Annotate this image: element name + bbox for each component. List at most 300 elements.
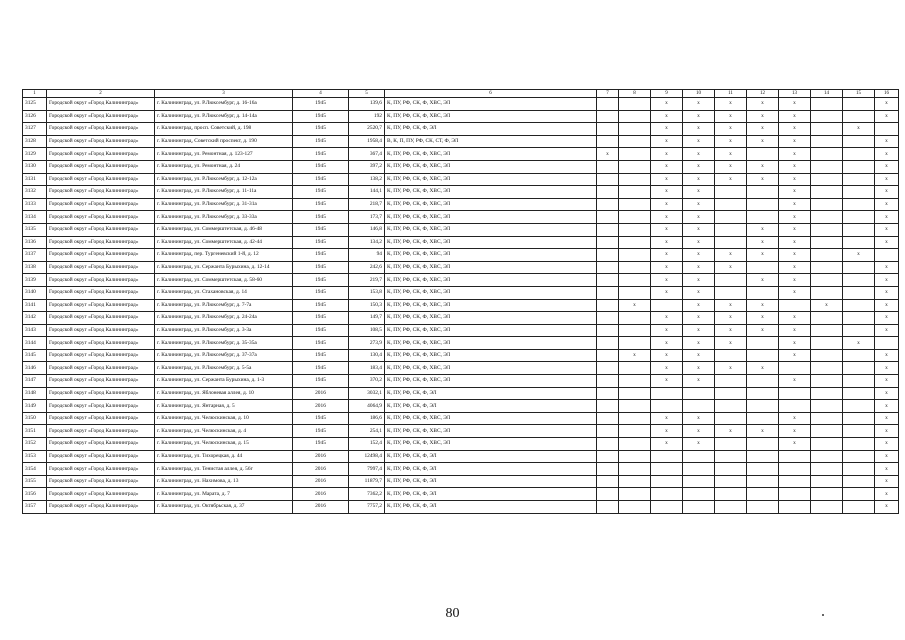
mark-cell-col-7 [597,236,619,249]
area-cell: 130,4 [349,349,385,362]
district-cell: Городской округ «Город Калининград» [47,110,155,123]
mark-cell-col-9: х [651,198,683,211]
district-cell: Городской округ «Город Калининград» [47,362,155,375]
address-cell: г. Калининград, ул. Соммерштетская, д. 42-44 [155,236,293,249]
elements-cell: К, ПУ, РФ, СК, Ф, ЭЛ [385,123,597,136]
mark-cell-col-16: х [875,160,899,173]
mark-cell-col-11 [715,274,747,287]
mark-cell-col-14: х [811,299,843,312]
mark-cell-col-14 [811,412,843,425]
mark-cell-col-15 [843,198,875,211]
district-cell: Городской округ «Город Калининград» [47,173,155,186]
mark-cell-col-12: х [747,249,779,262]
address-cell: г. Калининград, ул. Соммерштетская, д. 46-48 [155,223,293,236]
area-cell: 108,5 [349,324,385,337]
mark-cell-col-7 [597,450,619,463]
mark-cell-col-11: х [715,123,747,136]
mark-cell-col-12: х [747,173,779,186]
mark-cell-col-10: х [683,324,715,337]
mark-cell-col-12 [747,438,779,451]
address-cell: г. Калининград, ул. Яблоневая аллея, д. 10 [155,387,293,400]
mark-cell-col-8 [619,211,651,224]
row-number: 3129 [23,148,47,161]
table-row [23,236,899,249]
mark-cell-col-16: х [875,387,899,400]
district-cell: Городской округ «Город Калининград» [47,98,155,111]
elements-cell: К, ПУ, РФ, СК, Ф, ХВС, ЭЛ [385,425,597,438]
mark-cell-col-13: х [779,438,811,451]
mark-cell-col-11: х [715,160,747,173]
year-cell: 1945 [293,274,349,287]
scan-speck [822,614,824,616]
mark-cell-col-9: х [651,362,683,375]
elements-cell: К, ПУ, РФ, СК, Ф, ХВС, ЭЛ [385,375,597,388]
row-number: 3145 [23,349,47,362]
mark-cell-col-12 [747,400,779,413]
address-cell: г. Калининград, ул. Р.Люксембург, д. 31-31а [155,198,293,211]
district-cell: Городской округ «Город Калининград» [47,488,155,501]
year-cell: 1945 [293,261,349,274]
mark-cell-col-8 [619,173,651,186]
column-number-14: 14 [811,90,843,98]
area-cell: 12498,4 [349,450,385,463]
mark-cell-col-14 [811,375,843,388]
mark-cell-col-9 [651,488,683,501]
mark-cell-col-15 [843,274,875,287]
district-cell: Городской округ «Город Калининград» [47,337,155,350]
district-cell: Городской округ «Город Калининград» [47,324,155,337]
address-cell: г. Калининград, ул. Нахимова, д. 13 [155,475,293,488]
row-number: 3147 [23,375,47,388]
table-row [23,312,899,325]
mark-cell-col-12 [747,198,779,211]
mark-cell-col-8 [619,274,651,287]
mark-cell-col-15 [843,223,875,236]
mark-cell-col-13: х [779,375,811,388]
mark-cell-col-16: х [875,400,899,413]
mark-cell-col-7 [597,123,619,136]
mark-cell-col-14 [811,186,843,199]
year-cell: 2016 [293,450,349,463]
mark-cell-col-16: х [875,223,899,236]
elements-cell: К, ПУ, РФ, СК, Ф, ХВС, ЭЛ [385,299,597,312]
row-number: 3133 [23,198,47,211]
area-cell: 138,2 [349,173,385,186]
area-cell: 186,6 [349,412,385,425]
year-cell: 1945 [293,337,349,350]
mark-cell-col-16: х [875,186,899,199]
mark-cell-col-11: х [715,148,747,161]
elements-cell: К, ПУ, РФ, СК, Ф, ЭЛ [385,450,597,463]
mark-cell-col-13: х [779,123,811,136]
district-cell: Городской округ «Город Калининград» [47,148,155,161]
address-cell: г. Калининград, ул. Р.Люксембург, д. 11-11а [155,186,293,199]
elements-cell: К, ПУ, РФ, СК, Ф, ХВС, ЭЛ [385,362,597,375]
area-cell: 149,7 [349,312,385,325]
mark-cell-col-7 [597,135,619,148]
district-cell: Городской округ «Город Калининград» [47,274,155,287]
mark-cell-col-16 [875,249,899,262]
mark-cell-col-7 [597,274,619,287]
mark-cell-col-10: х [683,274,715,287]
mark-cell-col-10 [683,400,715,413]
mark-cell-col-12: х [747,123,779,136]
mark-cell-col-7 [597,160,619,173]
mark-cell-col-16: х [875,488,899,501]
column-number-13: 13 [779,90,811,98]
mark-cell-col-7 [597,312,619,325]
mark-cell-col-8 [619,488,651,501]
mark-cell-col-11: х [715,110,747,123]
mark-cell-col-7 [597,186,619,199]
mark-cell-col-13: х [779,425,811,438]
mark-cell-col-8 [619,412,651,425]
address-cell: г. Калининград, ул. Р.Люксембург, д. 5-5а [155,362,293,375]
mark-cell-col-14 [811,463,843,476]
mark-cell-col-15: х [843,123,875,136]
column-number-16: 16 [875,90,899,98]
mark-cell-col-9: х [651,438,683,451]
mark-cell-col-7 [597,286,619,299]
column-number-12: 12 [747,90,779,98]
column-number-15: 15 [843,90,875,98]
area-cell: 7997,4 [349,463,385,476]
mark-cell-col-7 [597,387,619,400]
mark-cell-col-11 [715,286,747,299]
row-number: 3157 [23,501,47,514]
elements-cell: К, ПУ, РФ, СК, Ф, ХВС, ЭЛ [385,312,597,325]
mark-cell-col-11: х [715,312,747,325]
mark-cell-col-16: х [875,312,899,325]
address-cell: г. Калининград, ул. Р.Люксембург, д. 33-33а [155,211,293,224]
mark-cell-col-7 [597,412,619,425]
mark-cell-col-13: х [779,186,811,199]
mark-cell-col-7 [597,110,619,123]
district-cell: Городской округ «Город Калининград» [47,223,155,236]
mark-cell-col-8 [619,501,651,514]
mark-cell-col-13: х [779,249,811,262]
elements-cell: К, ПУ, РФ, СК, Ф, ХВС, ЭЛ [385,223,597,236]
row-number: 3130 [23,160,47,173]
mark-cell-col-11 [715,186,747,199]
mark-cell-col-15 [843,211,875,224]
mark-cell-col-15 [843,236,875,249]
mark-cell-col-16: х [875,173,899,186]
mark-cell-col-7 [597,173,619,186]
mark-cell-col-13: х [779,236,811,249]
row-number: 3140 [23,286,47,299]
elements-cell: К, ПУ, РФ, СК, Ф, ЭЛ [385,488,597,501]
mark-cell-col-9: х [651,337,683,350]
year-cell: 1945 [293,299,349,312]
mark-cell-col-12: х [747,160,779,173]
mark-cell-col-14 [811,425,843,438]
mark-cell-col-13: х [779,110,811,123]
mark-cell-col-10: х [683,198,715,211]
mark-cell-col-11 [715,236,747,249]
area-cell: 397,2 [349,160,385,173]
mark-cell-col-15 [843,186,875,199]
table-row [23,160,899,173]
mark-cell-col-16: х [875,211,899,224]
row-number: 3142 [23,312,47,325]
mark-cell-col-7 [597,501,619,514]
mark-cell-col-8 [619,362,651,375]
mark-cell-col-15 [843,148,875,161]
district-cell: Городской округ «Город Калининград» [47,349,155,362]
mark-cell-col-7: х [597,148,619,161]
mark-cell-col-10: х [683,299,715,312]
mark-cell-col-14 [811,450,843,463]
mark-cell-col-15 [843,400,875,413]
mark-cell-col-12 [747,337,779,350]
row-number: 3125 [23,98,47,111]
mark-cell-col-13 [779,299,811,312]
mark-cell-col-8 [619,110,651,123]
mark-cell-col-9: х [651,148,683,161]
table-row [23,211,899,224]
year-cell: 1945 [293,186,349,199]
mark-cell-col-7 [597,425,619,438]
mark-cell-col-10: х [683,160,715,173]
address-cell: г. Калининград, просп. Советский, д. 198 [155,123,293,136]
district-cell: Городской округ «Город Калининград» [47,123,155,136]
column-number-9: 9 [651,90,683,98]
column-number-10: 10 [683,90,715,98]
area-cell: 152,4 [349,438,385,451]
mark-cell-col-8 [619,438,651,451]
district-cell: Городской округ «Город Калининград» [47,463,155,476]
mark-cell-col-7 [597,349,619,362]
year-cell: 1945 [293,148,349,161]
mark-cell-col-11: х [715,173,747,186]
elements-cell: К, ПУ, РФ, СК, Ф, ХВС, ЭЛ [385,160,597,173]
elements-cell: К, ПУ, РФ, СК, Ф, ХВС, ЭЛ [385,337,597,350]
mark-cell-col-7 [597,299,619,312]
row-number: 3152 [23,438,47,451]
address-cell: г. Калининград, ул. Челюскинская, д. 10 [155,412,293,425]
mark-cell-col-12: х [747,135,779,148]
mark-cell-col-11 [715,211,747,224]
elements-cell: К, ПУ, РФ, СК, Ф, ХВС, ЭЛ [385,98,597,111]
mark-cell-col-9: х [651,324,683,337]
column-number-5: 5 [349,90,385,98]
mark-cell-col-12 [747,261,779,274]
area-cell: 254,1 [349,425,385,438]
mark-cell-col-9: х [651,274,683,287]
mark-cell-col-8 [619,337,651,350]
mark-cell-col-9: х [651,286,683,299]
mark-cell-col-11: х [715,324,747,337]
mark-cell-col-15 [843,135,875,148]
mark-cell-col-14 [811,110,843,123]
mark-cell-col-7 [597,223,619,236]
mark-cell-col-15 [843,173,875,186]
column-number-7: 7 [597,90,619,98]
elements-cell: К, ПУ, РФ, СК, Ф, ХВС, ЭЛ [385,198,597,211]
mark-cell-col-9: х [651,110,683,123]
mark-cell-col-10: х [683,412,715,425]
mark-cell-col-9: х [651,98,683,111]
mark-cell-col-8 [619,261,651,274]
mark-cell-col-10: х [683,123,715,136]
mark-cell-col-9: х [651,186,683,199]
year-cell: 2016 [293,463,349,476]
table-row [23,400,899,413]
mark-cell-col-16: х [875,110,899,123]
mark-cell-col-14 [811,274,843,287]
mark-cell-col-15 [843,501,875,514]
district-cell: Городской округ «Город Калининград» [47,249,155,262]
mark-cell-col-7 [597,488,619,501]
elements-cell: К, ПУ, РФ, СК, Ф, ХВС, ЭЛ [385,438,597,451]
mark-cell-col-13: х [779,198,811,211]
mark-cell-col-10: х [683,249,715,262]
mark-cell-col-14 [811,160,843,173]
column-number-8: 8 [619,90,651,98]
mark-cell-col-9: х [651,349,683,362]
table-row [23,501,899,514]
elements-cell: В, К, П, ПУ, РФ, СК, СТ, Ф, ЭЛ [385,135,597,148]
mark-cell-col-16: х [875,438,899,451]
district-cell: Городской округ «Город Калининград» [47,412,155,425]
mark-cell-col-10: х [683,337,715,350]
address-cell: г. Калининград, ул. Соммерштетская, д. 58-60 [155,274,293,287]
mark-cell-col-12: х [747,236,779,249]
year-cell: 1945 [293,249,349,262]
mark-cell-col-9 [651,501,683,514]
row-number: 3155 [23,475,47,488]
elements-cell: К, ПУ, РФ, СК, Ф, ХВС, ЭЛ [385,173,597,186]
row-number: 3134 [23,211,47,224]
elements-cell: К, ПУ, РФ, СК, Ф, ХВС, ЭЛ [385,286,597,299]
mark-cell-col-9: х [651,223,683,236]
table-row [23,463,899,476]
mark-cell-col-13: х [779,261,811,274]
mark-cell-col-14 [811,211,843,224]
mark-cell-col-13: х [779,135,811,148]
year-cell: 1945 [293,135,349,148]
mark-cell-col-7 [597,463,619,476]
mark-cell-col-12: х [747,223,779,236]
address-cell: г. Калининград, ул. Челюскинская, д. 15 [155,438,293,451]
table-row [23,475,899,488]
mark-cell-col-8 [619,123,651,136]
mark-cell-col-10: х [683,211,715,224]
address-cell: г. Калининград, ул. Р.Люксембург, д. 12-12а [155,173,293,186]
row-number: 3150 [23,412,47,425]
mark-cell-col-16: х [875,349,899,362]
mark-cell-col-8 [619,450,651,463]
row-number: 3139 [23,274,47,287]
mark-cell-col-8 [619,400,651,413]
row-number: 3146 [23,362,47,375]
table-row [23,375,899,388]
mark-cell-col-7 [597,337,619,350]
area-cell: 242,6 [349,261,385,274]
mark-cell-col-8 [619,425,651,438]
mark-cell-col-16: х [875,412,899,425]
mark-cell-col-8: х [619,349,651,362]
year-cell: 2016 [293,400,349,413]
mark-cell-col-8 [619,249,651,262]
mark-cell-col-16: х [875,425,899,438]
mark-cell-col-9 [651,463,683,476]
area-cell: 139,6 [349,98,385,111]
address-cell: г. Калининград, ул. Ремонтная, д. 123-127 [155,148,293,161]
mark-cell-col-16: х [875,198,899,211]
mark-cell-col-10: х [683,135,715,148]
table-row [23,261,899,274]
mark-cell-col-8 [619,324,651,337]
mark-cell-col-10: х [683,349,715,362]
mark-cell-col-16: х [875,261,899,274]
mark-cell-col-13: х [779,324,811,337]
district-cell: Городской округ «Город Калининград» [47,438,155,451]
year-cell: 1945 [293,324,349,337]
address-cell: г. Калининград, ул. Р.Люксембург, д. 14-14а [155,110,293,123]
table-row [23,148,899,161]
mark-cell-col-14 [811,488,843,501]
mark-cell-col-7 [597,438,619,451]
mark-cell-col-16: х [875,463,899,476]
mark-cell-col-8 [619,236,651,249]
address-cell: г. Калининград, ул. Тенистая аллея, д. 56г [155,463,293,476]
address-cell: г. Калининград, ул. Р.Люксембург, д. 7-7а [155,299,293,312]
mark-cell-col-14 [811,501,843,514]
area-cell: 144,1 [349,186,385,199]
area-cell: 3032,1 [349,387,385,400]
mark-cell-col-14 [811,123,843,136]
district-cell: Городской округ «Город Калининград» [47,475,155,488]
mark-cell-col-11 [715,375,747,388]
mark-cell-col-14 [811,312,843,325]
area-cell: 183,4 [349,362,385,375]
mark-cell-col-10: х [683,438,715,451]
mark-cell-col-12 [747,387,779,400]
mark-cell-col-10: х [683,98,715,111]
mark-cell-col-9: х [651,412,683,425]
mark-cell-col-13: х [779,148,811,161]
row-number: 3131 [23,173,47,186]
address-cell: г. Калининград, ул. Марата, д. 7 [155,488,293,501]
mark-cell-col-11 [715,349,747,362]
mark-cell-col-9 [651,387,683,400]
elements-cell: К, ПУ, РФ, СК, Ф, ЭЛ [385,463,597,476]
mark-cell-col-8 [619,135,651,148]
area-cell: 2520,7 [349,123,385,136]
mark-cell-col-8 [619,148,651,161]
area-cell: 273,9 [349,337,385,350]
district-cell: Городской округ «Город Калининград» [47,261,155,274]
year-cell: 1945 [293,173,349,186]
elements-cell: К, ПУ, РФ, СК, Ф, ХВС, ЭЛ [385,324,597,337]
district-cell: Городской округ «Город Калининград» [47,160,155,173]
mark-cell-col-15 [843,488,875,501]
mark-cell-col-14 [811,98,843,111]
row-number: 3127 [23,123,47,136]
mark-cell-col-12 [747,211,779,224]
mark-cell-col-10 [683,387,715,400]
row-number: 3149 [23,400,47,413]
mark-cell-col-14 [811,324,843,337]
mark-cell-col-8 [619,160,651,173]
mark-cell-col-8 [619,286,651,299]
mark-cell-col-13: х [779,98,811,111]
mark-cell-col-12: х [747,274,779,287]
address-cell: г. Калининград, ул. Р.Люксембург, д. 16-16а [155,98,293,111]
mark-cell-col-11 [715,223,747,236]
